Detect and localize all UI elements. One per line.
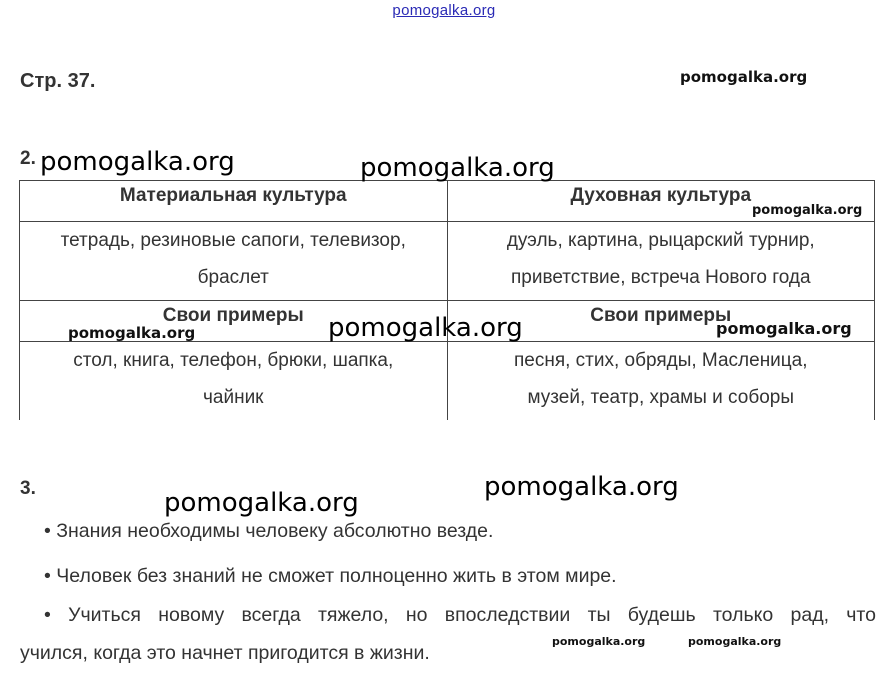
watermark: pomogalka.org: [552, 635, 646, 648]
culture-table: [19, 180, 875, 412]
material-culture-cell: [20, 222, 448, 301]
task-3-number: 3.: [20, 478, 36, 499]
header-own-examples-material: Свои примеры: [20, 301, 448, 342]
watermark: pomogalka.org: [680, 68, 808, 86]
watermark: pomogalka.org: [328, 313, 523, 343]
watermark: pomogalka.org: [40, 147, 235, 177]
spiritual-line-2: приветствие, встреча Нового года: [510, 267, 811, 288]
spiritual-culture-cell: [447, 222, 875, 301]
own-material-line-1: стол, книга, телефон, брюки, шапка,: [73, 350, 394, 371]
watermark: pomogalka.org: [484, 472, 679, 502]
watermark-top[interactable]: pomogalka.org: [392, 2, 496, 19]
bullet-item: • Человек без знаний не сможет полноценно жить в этом мире.: [44, 565, 617, 587]
watermark: pomogalka.org: [164, 488, 359, 518]
own-spiritual-line-1: песня, стих, обряды, Масленица,: [513, 350, 808, 371]
bullet-item: • Учиться новому всегда тяжело, но впоследствии ты будешь только рад, что: [44, 604, 876, 626]
own-material-line-2: чайник: [203, 387, 264, 408]
spiritual-line-1: дуэль, картина, рыцарский турнир,: [506, 230, 815, 251]
task-2-number: 2.: [20, 148, 36, 169]
own-material-cell: [20, 342, 448, 421]
material-line-1: тетрадь, резиновые сапоги, телевизор,: [60, 230, 406, 251]
watermark: pomogalka.org: [360, 153, 555, 183]
header-own-examples-spiritual: Свои примеры: [447, 301, 875, 342]
header-spiritual-culture: Духовная культура: [447, 181, 875, 222]
bullet-continuation: учился, когда это начнет пригодится в жизни.: [20, 642, 430, 664]
watermark: pomogalka.org: [68, 324, 196, 342]
own-spiritual-cell: [447, 342, 875, 421]
watermark: pomogalka.org: [752, 203, 863, 218]
material-line-2: браслет: [197, 267, 269, 288]
header-material-culture: Материальная культура: [20, 181, 448, 222]
watermark: pomogalka.org: [688, 635, 782, 648]
bullet-item: • Знания необходимы человеку абсолютно везде.: [44, 520, 494, 542]
own-spiritual-line-2: музей, театр, храмы и соборы: [527, 387, 795, 408]
page-reference: Стр. 37.: [20, 70, 96, 92]
watermark: pomogalka.org: [716, 319, 852, 338]
